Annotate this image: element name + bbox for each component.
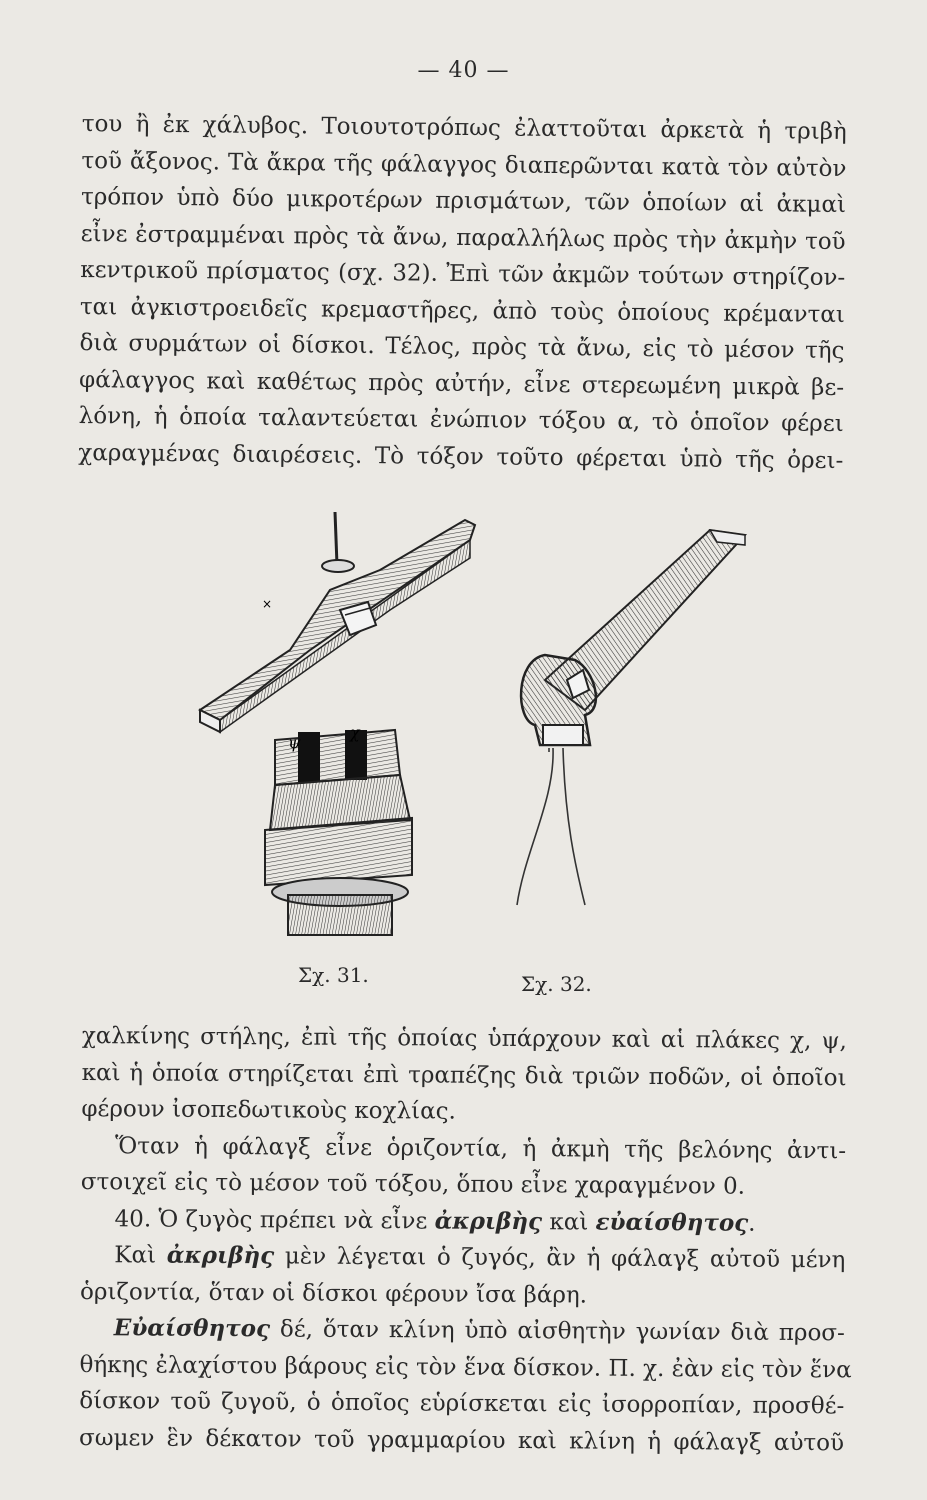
text-line: φέρουν ἰσοπεδωτικοὺς κοχλίας. [81,1095,456,1125]
text-line: δίσκον τοῦ ζυγοῦ, ὁ ὁποῖος εὑρίσκεται εἰς ἰσορροπίαν, προσθέ- [79,1387,845,1420]
term-akrivis: ἀκριβὴς [434,1206,543,1235]
section-40-middle: καὶ [541,1208,596,1236]
figure-32-illustration [505,520,770,920]
support-slot-left [298,732,320,782]
wire-left [517,748,553,905]
term-akrivis: ἀκριβὴς [166,1241,275,1270]
section-40-prefix: 40. Ὁ ζυγὸς πρέπει νὰ εἶνε [114,1205,435,1234]
column-shaft [288,895,392,935]
text-fragment: μὲν λέγεται ὁ ζυγός, ἂν ἡ φάλαγξ αὐτοῦ μένη [274,1243,846,1274]
text-line [80,1237,845,1279]
text-line: φάλαγγος καὶ καθέτως πρὸς αὐτήν, εἶνε στερεωμένη μικρὰ βε- [78,366,845,401]
label-chi: χ [350,723,360,742]
text-line: τρόπον ὑπὸ δύο μικροτέρων πρισμάτων, τῶν ὁποίων αἱ ἀκμαὶ [80,183,847,219]
text-line: θήκης ἐλαχίστου βάρους εἰς τὸν ἕνα δίσκον. Π. χ. ἐὰν εἰς τὸν ἕνα [79,1351,852,1383]
term-evaisthitos: Εὐαίσθητος [113,1314,271,1343]
page-number: — 40 — [417,58,510,83]
text-line: στοιχεῖ εἰς τὸ μέσον τοῦ τόξου, ὅπου εἶνε χαραγμένον 0. [80,1168,746,1200]
text-line: ται ἀγκιστροειδεῖς κρεμαστῆρες, ἀπὸ τοὺς ὁποίους κρέμανται [79,293,845,328]
stirrup-opening [543,725,583,745]
text-line: Ὅταν ἡ φάλαγξ εἶνε ὁριζοντία, ἡ ἀκμὴ τῆς βελόνης ἀντι- [115,1132,847,1164]
figure-31-illustration [180,500,490,940]
figure-32-caption: Σχ. 32. [521,972,592,996]
needle-washer [322,560,354,572]
text-fragment: δέ, ὅταν κλίνη ὑπὸ αἰσθητὴν γωνίαν διὰ προσ- [269,1316,845,1347]
top-paragraph [78,106,847,479]
bottom-text [78,1018,852,1461]
text-line: χαλκίνης στήλης, ἐπὶ τῆς ὁποίας ὑπάρχουν καὶ αἱ πλάκες χ, ψ, [81,1022,847,1055]
section-40-suffix: . [748,1210,756,1237]
label-x-left: × [262,597,273,611]
wire-right [563,748,585,905]
text-line: ὁριζοντία, ὅταν οἱ δίσκοι φέρουν ἴσα βάρη. [79,1278,588,1309]
needle [335,512,337,565]
term-evaisthitos: εὐαίσθητος [595,1208,749,1237]
text-line: εἶνε ἐστραμμέναι πρὸς τὰ ἄνω, παραλλήλως πρὸς τὴν ἀκμὴν τοῦ [80,220,846,255]
section-40-heading [80,1200,845,1242]
text-line: καὶ ἡ ὁποία στηρίζεται ἐπὶ τραπέζης διὰ τριῶν ποδῶν, οἱ ὁποῖοι [81,1059,847,1091]
text-line: του ἢ ἐκ χάλυβος. Τοιουτοτρόπως ἐλαττοῦται ἀρκετὰ ἡ τριβὴ [81,110,847,146]
text-fragment: Καὶ [114,1242,167,1269]
text-line [80,1310,845,1352]
label-psi: ψ [288,733,301,752]
text-line: χαραγμένας διαιρέσεις. Τὸ τόξον τοῦτο φέρεται ὑπὸ τῆς ὀρει- [78,439,844,474]
support-base [265,818,412,885]
text-line: κεντρικοῦ πρίσματος (σχ. 32). Ἐπὶ τῶν ἀκμῶν τούτων στηρίζον- [80,256,846,292]
text-line: λόνη, ἡ ὁποία ταλαντεύεται ἐνώπιον τόξου α, τὸ ὁποῖον φέρει [78,402,844,437]
text-line: διὰ συρμάτων οἱ δίσκοι. Τέλος, πρὸς τὰ ἄνω, εἰς τὸ μέσον τῆς [79,329,845,364]
text-line: σωμεν ἓν δέκατον τοῦ γραμμαρίου καὶ κλίνη ἡ φάλαγξ αὐτοῦ [78,1424,845,1456]
text-line: τοῦ ἄξονος. Τὰ ἄκρα τῆς φάλαγγος διαπερῶνται κατὰ τὸν αὐτὸν [81,147,847,182]
figure-31-caption: Σχ. 31. [298,963,369,987]
